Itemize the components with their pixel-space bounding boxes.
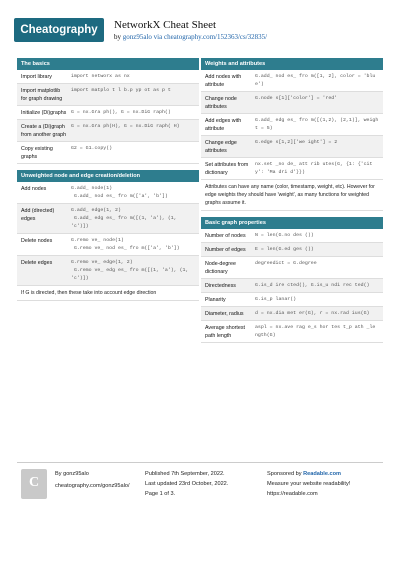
basic-props-rows <box>201 229 383 343</box>
row-key: Import matplotlib for graph drawing <box>21 88 63 102</box>
row-key: Import library <box>21 74 52 80</box>
table-row <box>201 158 383 180</box>
footer-published: Published 7th September, 2022. <box>145 471 225 477</box>
row-key: Copy existing graphs <box>21 146 53 160</box>
logo-text: Cheatography <box>20 24 98 36</box>
row-key: Add nodes <box>21 186 47 192</box>
footer-page: Page 1 of 3. <box>145 491 176 497</box>
row-code: G.is_p lanar() <box>255 297 297 302</box>
sponsor-name[interactable]: Readable.com <box>303 471 342 477</box>
section-title: Weights and attributes <box>201 58 383 70</box>
page-header <box>0 0 400 60</box>
row-code: nx.set _no de_ att rib utes(G, {1: {'city': 'Ma dri d'}}) <box>255 162 373 175</box>
row-code: E = len(G.ed ges ()) <box>255 247 314 252</box>
row-code: G.edge s[1,2]['we ight'] = 2 <box>255 140 338 145</box>
row-code: G.add_ edge(1, 2) G.add_ edg es_ fro m([(1, 'a'), (1, 'c')]) <box>71 208 177 229</box>
row-key: Node-degree dictionary <box>205 261 236 275</box>
section-weights <box>201 58 383 211</box>
cheatography-logo[interactable] <box>14 18 104 42</box>
row-key: Average shortest path length <box>205 325 245 339</box>
row-code: G.add_ node(1) G.add_ nod es_ fro m(['a', 'b']) <box>71 186 168 199</box>
row-key: Delete edges <box>21 260 53 266</box>
table-row <box>17 120 199 142</box>
footer-author-link[interactable]: cheatography.com/gonz95alo/ <box>55 483 130 489</box>
row-key: Add nodes with attribute <box>205 74 242 88</box>
table-row <box>201 92 383 114</box>
table-row <box>17 84 199 106</box>
row-code: G = nx.Gra ph(), G = nx.DiG raph() <box>71 110 171 115</box>
footer-sponsor-link[interactable]: https://readable.com <box>267 491 318 497</box>
row-code: N = len(G.no des ()) <box>255 233 314 238</box>
row-key: Set attributes from dictionary <box>205 162 249 176</box>
row-code: aspl = nx.ave rag e_s hor tes t_p ath _le ngth(G) <box>255 325 379 338</box>
page-footer <box>17 462 383 526</box>
footer-sponsor-text: Measure your website readability! <box>267 481 351 487</box>
right-column <box>201 58 383 349</box>
row-code: G.add_ edg es_ fro m([(1,2), (2,1)], weight = 5) <box>255 118 379 131</box>
row-code: G.remo ve_ node(1) G.remo ve_ nod es_ fro m(['a', 'b']) <box>71 238 180 251</box>
author-link[interactable]: gonz95alo via cheatography.com/152363/cs/32835/ <box>122 33 268 41</box>
table-row <box>17 106 199 120</box>
footer-updated: Last updated 23rd October, 2022. <box>145 481 229 487</box>
row-key: Directedness <box>205 283 236 289</box>
row-code: d = nx.dia met er(G), r = nx.rad ius(G) <box>255 311 370 316</box>
section-title: Unweighted node and edge creation/deletion <box>17 170 199 182</box>
row-key: Diameter, radius <box>205 311 244 317</box>
table-row <box>201 293 383 307</box>
row-key: Add (directed) edges <box>21 208 55 222</box>
page-title: NetworkX Cheat Sheet <box>114 19 217 31</box>
section-basic-props <box>201 217 383 343</box>
section-title: Basic graph properties <box>201 217 383 229</box>
table-row <box>201 136 383 158</box>
table-row <box>201 257 383 279</box>
row-code: import networx as nx <box>71 74 130 79</box>
row-key: Number of edges <box>205 247 246 253</box>
row-code: import matplo t l b.p yp ot as p t <box>71 88 171 93</box>
section-note: Attributes can have any name (color, timestamp, weight, etc). However for edge weights they should have 'weight', as many functions for weighted graphs assume it. <box>201 180 383 211</box>
table-row <box>17 256 199 286</box>
section-basics <box>17 58 199 164</box>
author-avatar: C <box>21 469 47 499</box>
row-code: G.remo ve_ edge(1, 2) G.remo ve_ edg es_ fro m([(1, 'a'), (1, 'c')]) <box>71 260 189 281</box>
row-key: Planarity <box>205 297 226 303</box>
row-code: G2 = G1.copy() <box>71 146 113 151</box>
section-note: If G is directed, then these take into account edge direction <box>17 286 199 301</box>
sponsor-prefix: Sponsored by <box>267 471 304 477</box>
weights-rows <box>201 70 383 180</box>
footer-sponsor <box>267 469 341 479</box>
table-row <box>17 204 199 234</box>
table-row <box>201 321 383 343</box>
row-code: G = nx.Gra ph(H), G = nx.DiG raph( H) <box>71 124 180 129</box>
byline <box>114 33 267 41</box>
section-unweighted <box>17 170 199 301</box>
table-row <box>201 229 383 243</box>
left-column <box>17 58 199 307</box>
row-code: G.node s[1]['color'] = 'red' <box>255 96 338 101</box>
section-title: The basics <box>17 58 199 70</box>
row-code: G.is_d ire cted(), G.is_u ndi rec ted() <box>255 283 370 288</box>
table-row <box>17 182 199 204</box>
row-code: degreedict = G.degree <box>255 261 317 266</box>
table-row <box>17 234 199 256</box>
row-key: Initialize (Di)graphs <box>21 110 67 116</box>
basics-rows <box>17 70 199 164</box>
row-key: Number of nodes <box>205 233 246 239</box>
footer-author: By gonz95alo <box>55 471 89 477</box>
table-row <box>201 307 383 321</box>
table-row <box>201 70 383 92</box>
table-row <box>17 142 199 164</box>
row-key: Change node attributes <box>205 96 237 110</box>
table-row <box>201 114 383 136</box>
row-code: G.add_ nod es_ fro m([1, 2], color = 'blue') <box>255 74 376 87</box>
row-key: Change edge attributes <box>205 140 237 154</box>
table-row <box>201 243 383 257</box>
table-row <box>17 70 199 84</box>
row-key: Delete nodes <box>21 238 53 244</box>
unweighted-rows <box>17 182 199 286</box>
table-row <box>201 279 383 293</box>
byline-prefix: by <box>114 33 123 41</box>
row-key: Add edges with attribute <box>205 118 242 132</box>
row-key: Create a (Di)graph from another graph <box>21 124 67 138</box>
